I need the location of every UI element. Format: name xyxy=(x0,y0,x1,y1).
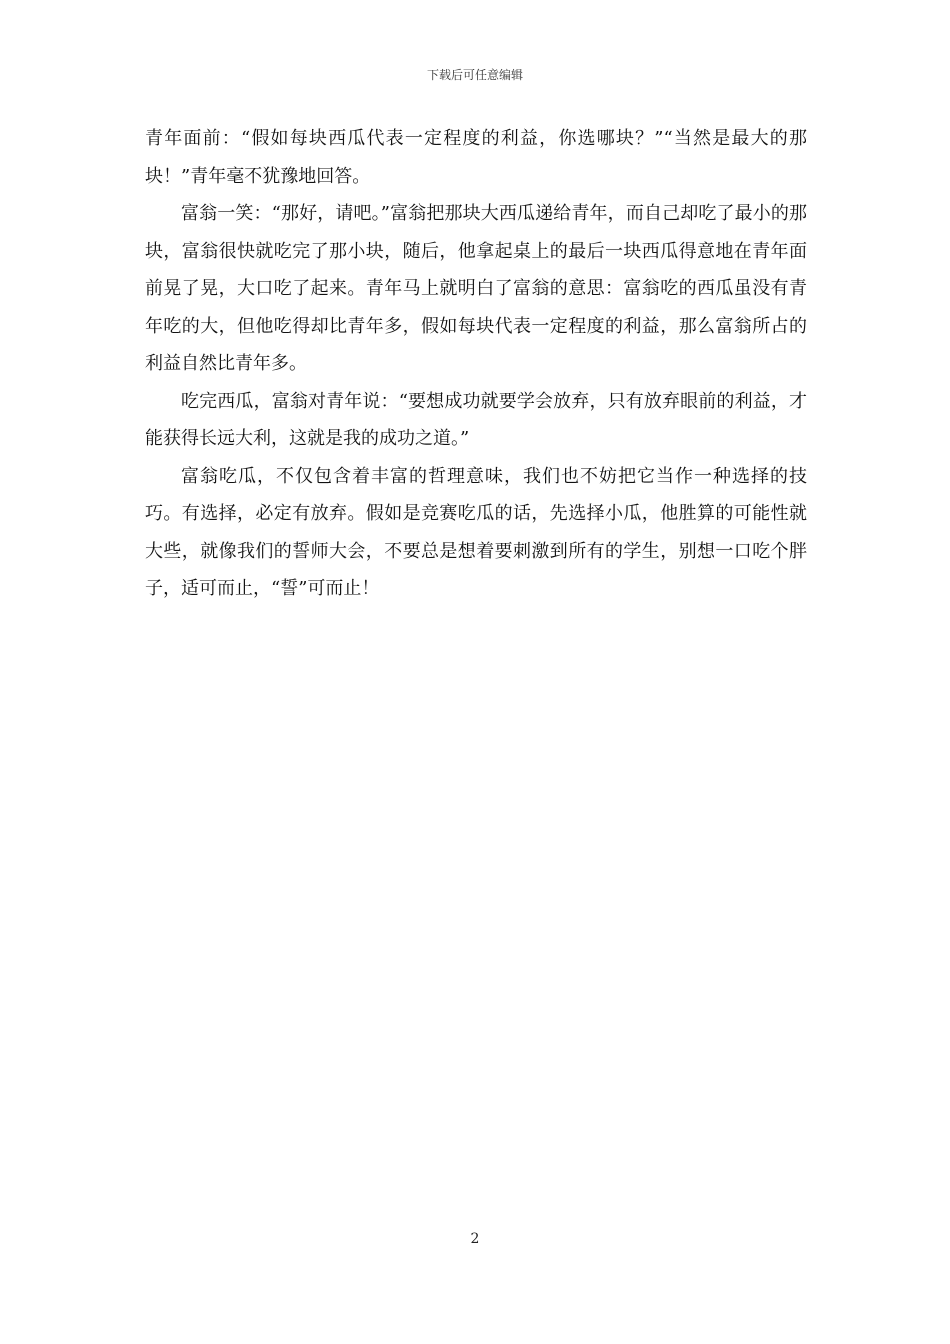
document-body xyxy=(145,120,807,608)
paragraph: 富翁吃瓜，不仅包含着丰富的哲理意味，我们也不妨把它当作一种选择的技巧。有选择，必定有放弃。假如是竞赛吃瓜的话，先选择小瓜，他胜算的可能性就大些，就像我们的誓师大会，不要总是想着要刺激到所有的学生，别想一口吃个胖子，适可而止，“誓”可而止！ xyxy=(145,465,807,599)
page-number: 2 xyxy=(470,1231,480,1247)
paragraph: 吃完西瓜，富翁对青年说：“要想成功就要学会放弃，只有放弃眼前的利益，才能获得长远大利，这就是我的成功之道。” xyxy=(145,390,807,449)
paragraph: 青年面前：“假如每块西瓜代表一定程度的利益，你选哪块？”“当然是最大的那块！”青年毫不犹豫地回答。 xyxy=(145,128,807,187)
page-header: 下载后可任意编辑 xyxy=(426,68,523,82)
paragraph: 富翁一笑：“那好，请吧。”富翁把那块大西瓜递给青年，而自己却吃了最小的那块，富翁很快就吃完了那小块，随后，他拿起桌上的最后一块西瓜得意地在青年面前晃了晃，大口吃了起来。青年马上就明白了富翁的意思：富翁吃的西瓜虽没有青年吃的大，但他吃得却比青年多，假如每块代表一定程度的利益，那么富翁所占的利益自然比青年多。 xyxy=(145,203,807,374)
